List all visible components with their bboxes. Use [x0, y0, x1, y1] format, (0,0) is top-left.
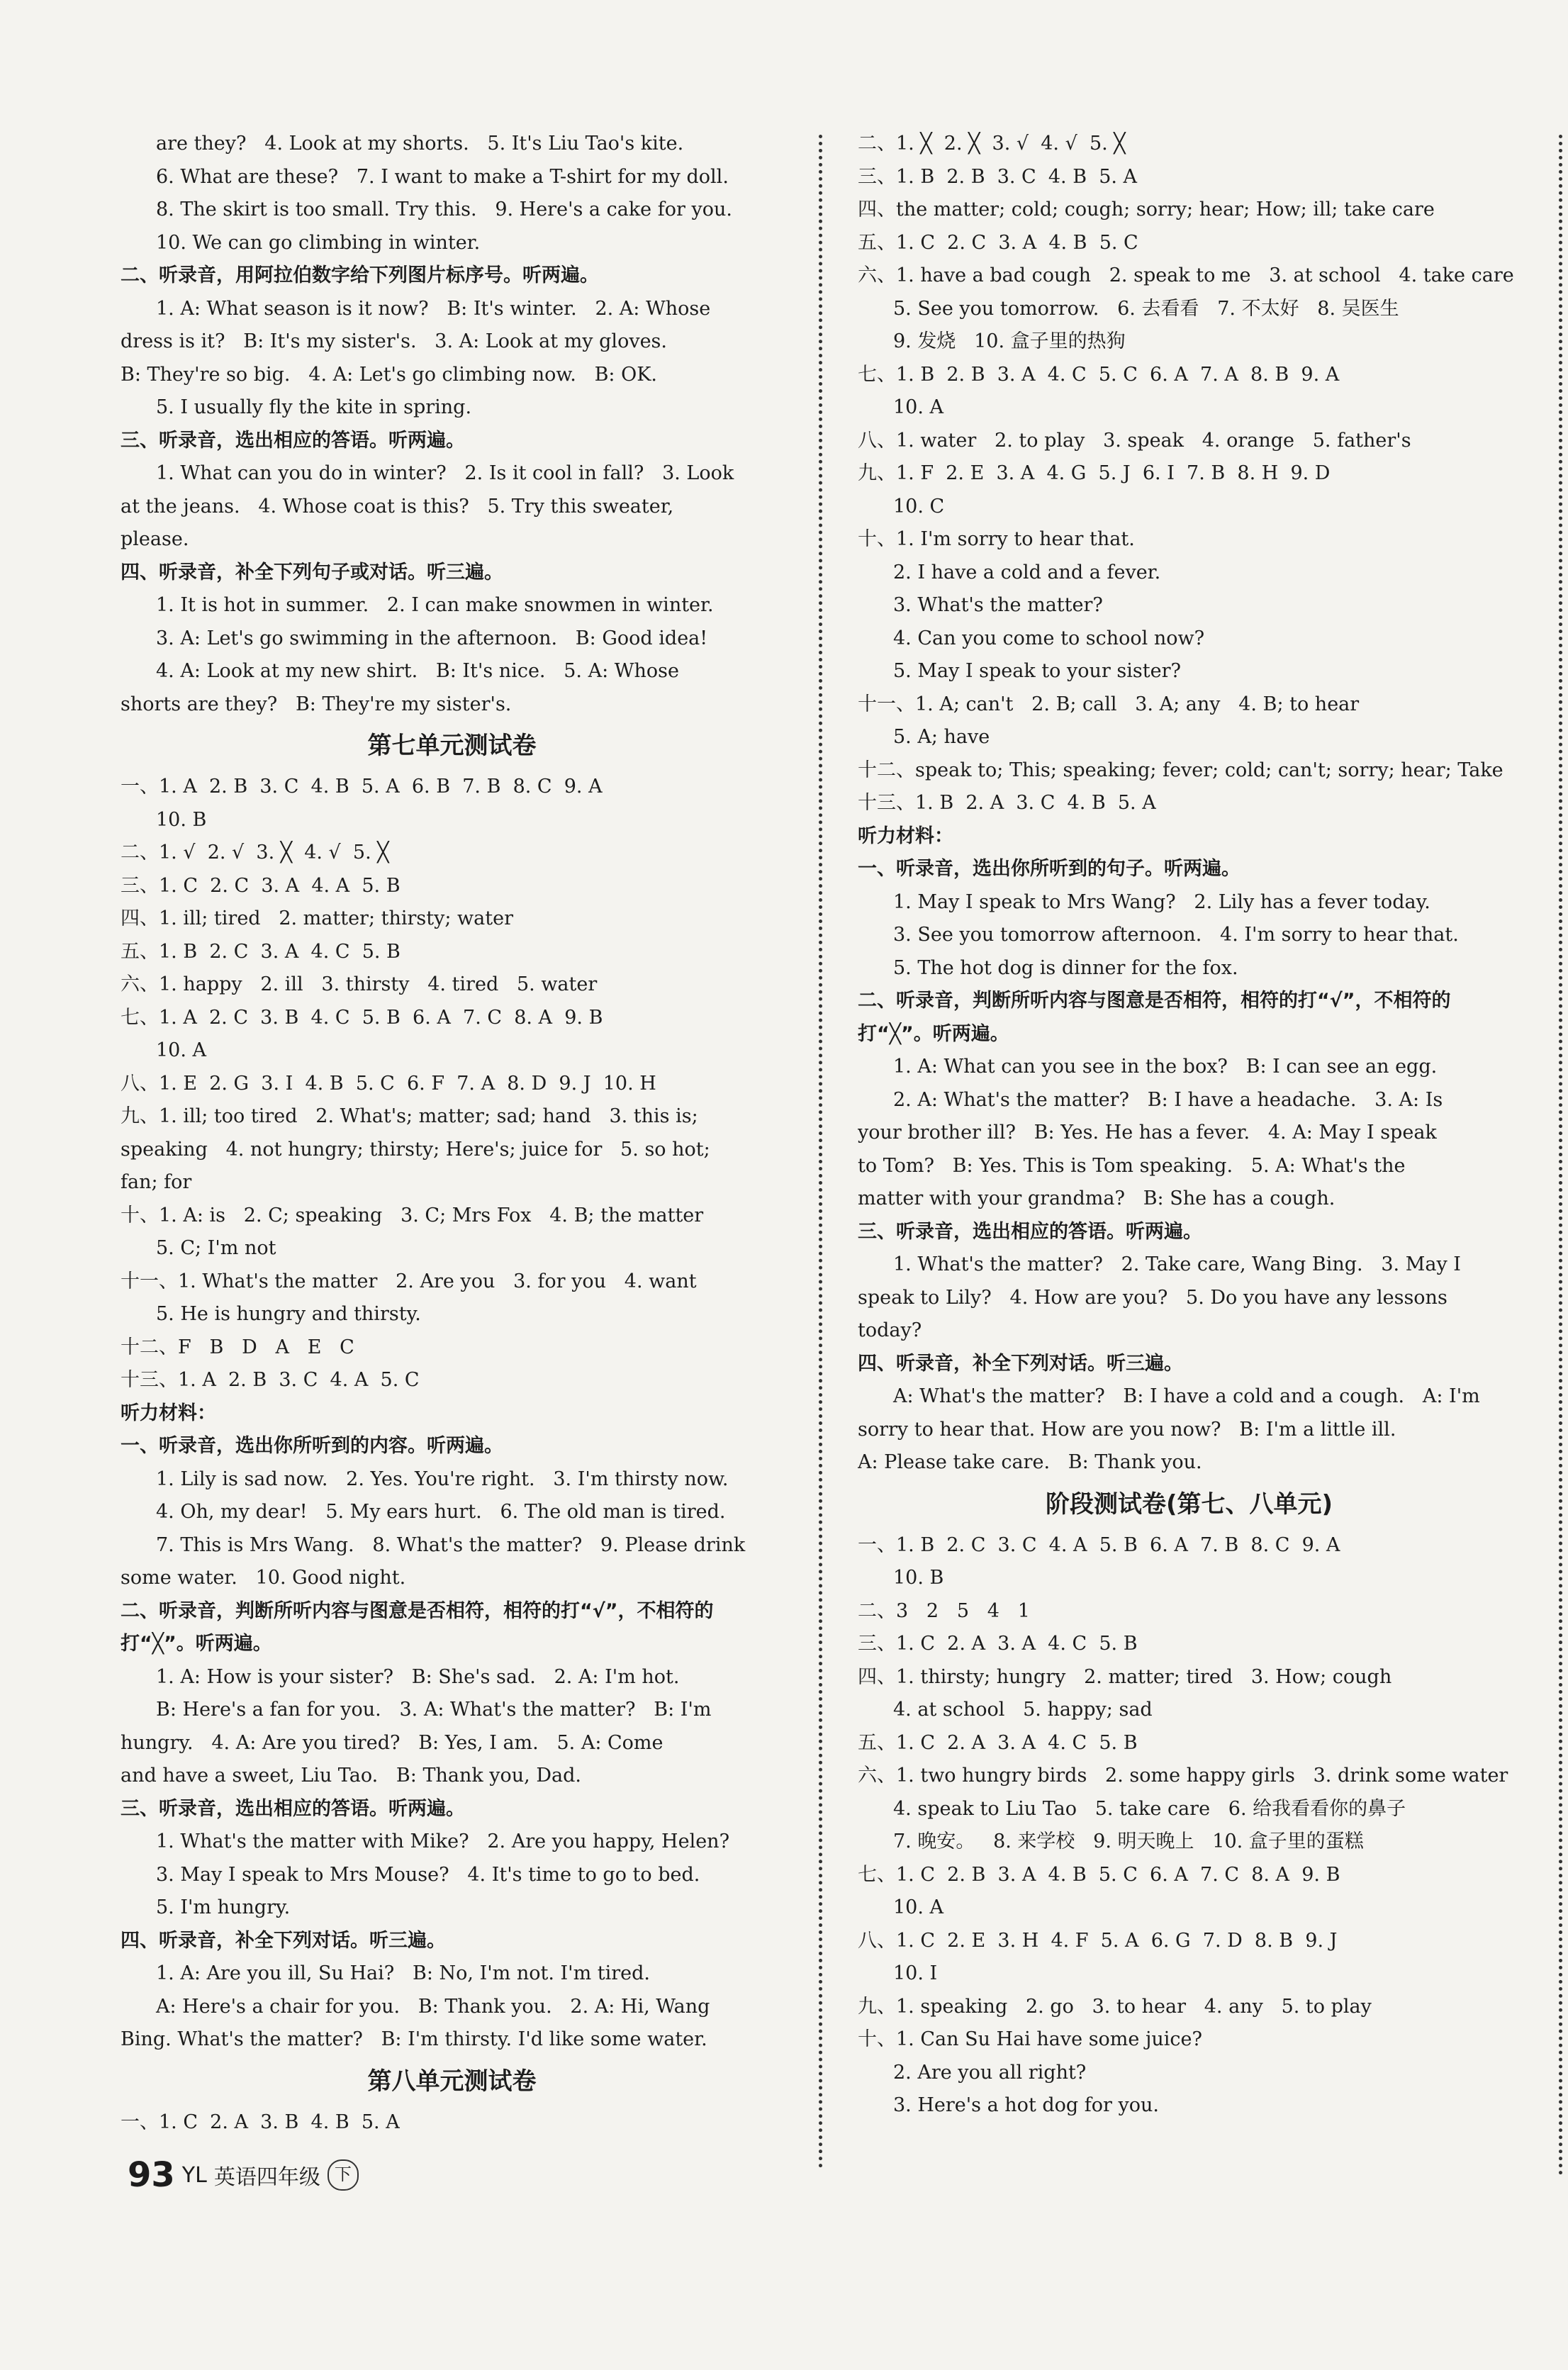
- answer-line: 9. 发烧 10. 盒子里的热狗: [893, 330, 1126, 352]
- answer-line: 5. See you tomorrow. 6. 去看看 7. 不太好 8. 吴医生: [893, 297, 1399, 320]
- answer-line: 4. A: Look at my new shirt. B: It's nice. 5. A: Whose: [156, 660, 680, 682]
- section-heading: 打“╳”。听两遍。: [121, 1633, 272, 1655]
- answer-line: speaking 4. not hungry; thirsty; Here's; juice for 5. so hot;: [121, 1138, 710, 1161]
- answer-line: 1. What's the matter with Mike? 2. Are you happy, Helen?: [156, 1830, 730, 1852]
- section-heading: 三、听录音，选出相应的答语。听两遍。: [121, 429, 465, 452]
- answer-line: 4. speak to Liu Tao 5. take care 6. 给我看看你的鼻子: [893, 1797, 1406, 1820]
- answer-line: 6. What are these? 7. I want to make a T-shirt for my doll.: [156, 165, 729, 188]
- section-heading: 二、听录音，判断所听内容与图意是否相符，相符的打“√”，不相符的: [858, 990, 1451, 1012]
- section-heading: 听力材料：: [858, 825, 953, 847]
- answer-line: 10. A: [893, 1896, 944, 1918]
- section-heading: 打“╳”。听两遍。: [858, 1022, 1009, 1045]
- answer-line: speak to Lily? 4. How are you? 5. Do you have any lessons: [858, 1286, 1447, 1309]
- column-divider: [819, 135, 822, 2169]
- answer-line: 四、1. ill; tired 2. matter; thirsty; water: [121, 907, 514, 929]
- answer-line: today?: [858, 1319, 922, 1341]
- answer-line: please.: [121, 528, 189, 550]
- answer-line: 1. What's the matter? 2. Take care, Wang Bing. 3. May I: [893, 1253, 1461, 1275]
- answer-line: 4. Oh, my dear! 5. My ears hurt. 6. The old man is tired.: [156, 1501, 726, 1523]
- answer-line: shorts are they? B: They're my sister's.: [121, 693, 512, 715]
- section-heading: 四、听录音，补全下列句子或对话。听三遍。: [121, 561, 503, 583]
- answer-line: 四、1. thirsty; hungry 2. matter; tired 3. How; cough: [858, 1665, 1392, 1688]
- answer-line: 六、1. two hungry birds 2. some happy girls 3. drink some water: [858, 1765, 1508, 1787]
- answer-line: 10. We can go climbing in winter.: [156, 231, 481, 254]
- answer-line: 十一、1. What's the matter 2. Are you 3. for you 4. want: [121, 1270, 697, 1292]
- answer-line: 十、1. I'm sorry to hear that.: [858, 528, 1135, 550]
- answer-line: 1. It is hot in summer. 2. I can make snowmen in winter.: [156, 594, 714, 616]
- section-heading: 二、听录音，用阿拉伯数字给下列图片标序号。听两遍。: [121, 264, 599, 286]
- answer-line: 3. A: Let's go swimming in the afternoon. B: Good idea!: [156, 627, 708, 649]
- answer-line: 一、1. C 2. A 3. B 4. B 5. A: [121, 2111, 400, 2133]
- answer-line: 10. I: [893, 1962, 938, 1984]
- answer-line: A: Here's a chair for you. B: Thank you. 2. A: Hi, Wang: [156, 1995, 710, 2018]
- answer-line: 7. This is Mrs Wang. 8. What's the matter? 9. Please drink: [156, 1533, 746, 1556]
- answer-line: sorry to hear that. How are you now? B: I'm a little ill.: [858, 1418, 1396, 1441]
- answer-line: hungry. 4. A: Are you tired? B: Yes, I am. 5. A: Come: [121, 1731, 663, 1754]
- section-heading: 二、听录音，判断所听内容与图意是否相符，相符的打“√”，不相符的: [121, 1599, 714, 1622]
- section-title: 阶段测试卷(第七、八单元): [1045, 1489, 1333, 1519]
- answer-line: 1. A: How is your sister? B: She's sad. 2. A: I'm hot.: [156, 1665, 680, 1688]
- answer-line: fan; for: [121, 1171, 192, 1193]
- answer-line: 二、3 2 5 4 1: [858, 1599, 1030, 1622]
- answer-line: 十一、1. A; can't 2. B; call 3. A; any 4. B; to hear: [858, 693, 1360, 715]
- answer-line: 七、1. A 2. C 3. B 4. C 5. B 6. A 7. C 8. A 9. B: [121, 1006, 603, 1029]
- section-heading: 听力材料：: [121, 1402, 216, 1424]
- answer-line: to Tom? B: Yes. This is Tom speaking. 5. A: What's the: [858, 1154, 1406, 1177]
- page-edge-perforation: [1559, 135, 1562, 2176]
- answer-line: some water. 10. Good night.: [121, 1567, 406, 1589]
- answer-line: 4. at school 5. happy; sad: [893, 1699, 1153, 1721]
- answer-line: 10. A: [156, 1039, 207, 1061]
- answer-line: 十二、speak to; This; speaking; fever; cold; can't; sorry; hear; Take: [858, 759, 1503, 781]
- answer-line: 六、1. have a bad cough 2. speak to me 3. at school 4. take care: [858, 264, 1514, 286]
- answer-line: 五、1. B 2. C 3. A 4. C 5. B: [121, 940, 401, 963]
- term-badge: 下: [327, 2159, 359, 2191]
- answer-line: 1. What can you do in winter? 2. Is it cool in fall? 3. Look: [156, 462, 734, 484]
- answer-line: 1. Lily is sad now. 2. Yes. You're right. 3. I'm thirsty now.: [156, 1468, 729, 1490]
- answer-line: 三、1. B 2. B 3. C 4. B 5. A: [858, 165, 1138, 188]
- answer-line: 10. B: [156, 808, 207, 831]
- answer-line: 十三、1. A 2. B 3. C 4. A 5. C: [121, 1369, 420, 1391]
- answer-line: 8. The skirt is too small. Try this. 9. Here's a cake for you.: [156, 199, 732, 220]
- left-column: [121, 128, 783, 2139]
- answer-line: 5. A; have: [893, 726, 990, 748]
- section-heading: 四、听录音，补全下列对话。听三遍。: [121, 1929, 446, 1952]
- answer-line: 八、1. E 2. G 3. I 4. B 5. C 6. F 7. A 8. D 9. J 10. H: [121, 1072, 656, 1095]
- answer-line: 3. See you tomorrow afternoon. 4. I'm sorry to hear that.: [893, 924, 1459, 946]
- answer-line: 2. Are you all right?: [893, 2061, 1087, 2084]
- answer-line: A: Please take care. B: Thank you.: [858, 1451, 1202, 1473]
- answer-line: 2. A: What's the matter? B: I have a headache. 3. A: Is: [893, 1088, 1443, 1111]
- answer-line: 1. A: Are you ill, Su Hai? B: No, I'm not. I'm tired.: [156, 1962, 651, 1984]
- answer-line: 1. A: What season is it now? B: It's winter. 2. A: Whose: [156, 297, 711, 320]
- answer-line: 三、1. C 2. A 3. A 4. C 5. B: [858, 1633, 1138, 1655]
- answer-line: 四、the matter; cold; cough; sorry; hear; How; ill; take care: [858, 199, 1435, 220]
- book-subject: 英语四年级: [213, 2165, 320, 2190]
- page-footer: [128, 2155, 359, 2195]
- answer-line: 七、1. B 2. B 3. A 4. C 5. C 6. A 7. A 8. B 9. A: [858, 363, 1340, 386]
- answer-line: 十、1. Can Su Hai have some juice?: [858, 2028, 1202, 2050]
- right-column: [858, 128, 1521, 2123]
- answer-line: 3. Here's a hot dog for you.: [893, 2094, 1159, 2116]
- answer-line: A: What's the matter? B: I have a cold and a cough. A: I'm: [893, 1385, 1480, 1407]
- answer-line: 七、1. C 2. B 3. A 4. B 5. C 6. A 7. C 8. A 9. B: [858, 1863, 1340, 1886]
- answer-line: 六、1. happy 2. ill 3. thirsty 4. tired 5. water: [121, 973, 598, 995]
- answer-line: Bing. What's the matter? B: I'm thirsty. I'd like some water.: [121, 2028, 707, 2050]
- answer-line: 九、1. F 2. E 3. A 4. G 5. J 6. I 7. B 8. H 9. D: [858, 462, 1331, 484]
- section-heading: 一、听录音，选出你所听到的内容。听两遍。: [121, 1435, 503, 1457]
- answer-line: 10. A: [893, 396, 944, 418]
- answer-line: 二、1. ╳ 2. ╳ 3. √ 4. √ 5. ╳: [858, 133, 1126, 155]
- answer-line: are they? 4. Look at my shorts. 5. It's Liu Tao's kite.: [156, 133, 684, 155]
- answer-line: 九、1. ill; too tired 2. What's; matter; sad; hand 3. this is;: [121, 1105, 698, 1127]
- answer-line: B: Here's a fan for you. 3. A: What's the matter? B: I'm: [156, 1699, 712, 1721]
- answer-line: 5. He is hungry and thirsty.: [156, 1303, 421, 1325]
- answer-line: dress is it? B: It's my sister's. 3. A: Look at my gloves.: [121, 330, 667, 352]
- section-heading: 一、听录音，选出你所听到的句子。听两遍。: [858, 858, 1241, 880]
- answer-line: 十、1. A: is 2. C; speaking 3. C; Mrs Fox 4. B; the matter: [121, 1204, 704, 1226]
- answer-line: and have a sweet, Liu Tao. B: Thank you, Dad.: [121, 1765, 581, 1787]
- answer-line: 十三、1. B 2. A 3. C 4. B 5. A: [858, 792, 1156, 814]
- answer-line: 5. I usually fly the kite in spring.: [156, 396, 472, 418]
- answer-line: 3. May I speak to Mrs Mouse? 4. It's time to go to bed.: [156, 1863, 700, 1886]
- section-heading: 四、听录音，补全下列对话。听三遍。: [858, 1352, 1183, 1375]
- section-title: 第七单元测试卷: [367, 732, 537, 760]
- answer-line: 一、1. A 2. B 3. C 4. B 5. A 6. B 7. B 8. C 9. A: [121, 776, 603, 798]
- answer-line: at the jeans. 4. Whose coat is this? 5. Try this sweater,: [121, 495, 674, 518]
- answer-line: 1. A: What can you see in the box? B: I can see an egg.: [893, 1056, 1438, 1078]
- answer-line: 10. B: [893, 1567, 944, 1589]
- answer-line: 五、1. C 2. A 3. A 4. C 5. B: [858, 1731, 1138, 1754]
- answer-line: 九、1. speaking 2. go 3. to hear 4. any 5. to play: [858, 1995, 1372, 2018]
- answer-line: 5. C; I'm not: [156, 1237, 276, 1259]
- answer-line: 1. May I speak to Mrs Wang? 2. Lily has a fever today.: [893, 890, 1430, 913]
- section-title: 第八单元测试卷: [367, 2067, 537, 2096]
- answer-line: B: They're so big. 4. A: Let's go climbing now. B: OK.: [121, 363, 657, 386]
- answer-line: 五、1. C 2. C 3. A 4. B 5. C: [858, 231, 1138, 254]
- answer-line: 2. I have a cold and a fever.: [893, 561, 1161, 583]
- answer-line: 3. What's the matter?: [893, 594, 1103, 616]
- answer-line: 三、1. C 2. C 3. A 4. A 5. B: [121, 874, 401, 897]
- answer-line: 十二、F B D A E C: [121, 1336, 354, 1358]
- answer-line: 八、1. C 2. E 3. H 4. F 5. A 6. G 7. D 8. B 9. J: [858, 1929, 1338, 1952]
- page-number: 93: [128, 2155, 175, 2195]
- answer-line: matter with your grandma? B: She has a cough.: [858, 1187, 1335, 1209]
- series-code: YL: [181, 2162, 207, 2188]
- answer-line: 10. C: [893, 495, 945, 518]
- answer-line: 二、1. √ 2. √ 3. ╳ 4. √ 5. ╳: [121, 842, 389, 863]
- section-heading: 三、听录音，选出相应的答语。听两遍。: [858, 1220, 1202, 1243]
- answer-line: 5. I'm hungry.: [156, 1896, 291, 1918]
- answer-line: 5. May I speak to your sister?: [893, 660, 1181, 682]
- answer-line: 5. The hot dog is dinner for the fox.: [893, 956, 1238, 979]
- answer-line: 一、1. B 2. C 3. C 4. A 5. B 6. A 7. B 8. C 9. A: [858, 1533, 1340, 1556]
- section-heading: 三、听录音，选出相应的答语。听两遍。: [121, 1797, 465, 1820]
- answer-line: 7. 晚安。 8. 来学校 9. 明天晚上 10. 盒子里的蛋糕: [893, 1830, 1364, 1852]
- answer-line: 4. Can you come to school now?: [893, 627, 1205, 649]
- answer-line: 八、1. water 2. to play 3. speak 4. orange 5. father's: [858, 429, 1411, 452]
- answer-line: your brother ill? B: Yes. He has a fever. 4. A: May I speak: [858, 1122, 1437, 1144]
